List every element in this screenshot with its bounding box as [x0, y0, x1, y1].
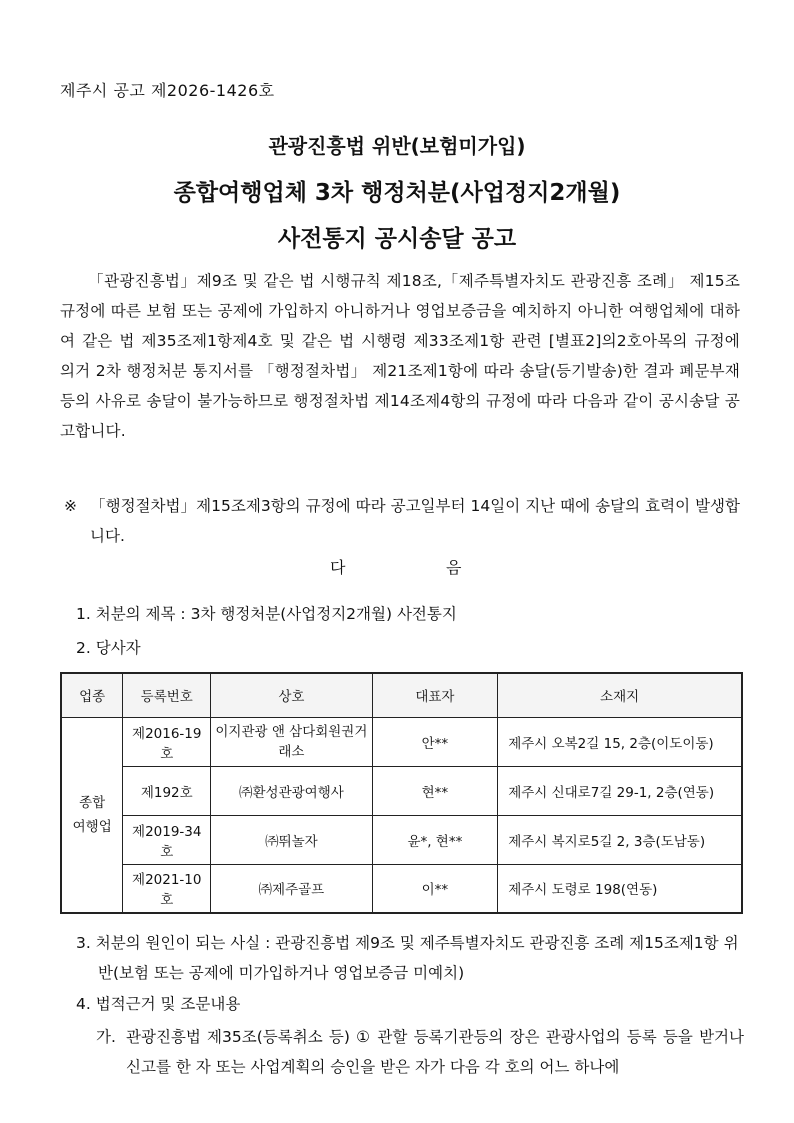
company-name-cell: ㈜제주골프	[211, 864, 372, 913]
company-name-cell: ㈜환성관광여행사	[211, 766, 372, 815]
title-line-2: 종합여행업체 3차 행정처분(사업정지2개월)	[173, 180, 621, 206]
table-row	[61, 815, 742, 864]
document-number: 제주시 공고 제2026-1426호	[60, 81, 275, 100]
body-paragraph: 「관광진흥법」제9조 및 같은 법 시행규칙 제18조,「제주특별자치도 관광진흥 조례」 제15조 규정에 따른 보험 또는 공제에 가입하지 아니하거나 영업보증금을 예치하지 아니한 여행업체에 대하여 같은 법 제35조제1항제4호 및 같은 법 시행령 제33조제1항 관련 [별표2]의2호아목의 규정에 의거 2차 행정처분 통지서를 「행정절차법」 제21조제1항에 따라 송달(등기발송)한 결과 폐문부재 등의 사유로 송달이 불가능하므로 행정절차법 제14조제4항의 규정에 따라 다음과 같이 공시송달 공고합니다.	[60, 272, 740, 440]
parties-table	[60, 672, 743, 914]
table-header: 대표자	[372, 673, 498, 717]
item-1-title: 1. 처분의 제목 : 3차 행정처분(사업정지2개월) 사전통지	[76, 605, 457, 623]
representative-cell: 윤*, 현**	[372, 815, 498, 864]
daeum-right: 음	[446, 558, 462, 577]
table-header: 소재지	[498, 673, 742, 717]
title-line-3: 사전통지 공시송달 공고	[277, 226, 517, 252]
table-row	[61, 766, 742, 815]
item-3-cause	[76, 928, 742, 988]
legal-clause-ga	[96, 1022, 744, 1082]
representative-cell: 이**	[372, 864, 498, 913]
table-header: 등록번호	[123, 673, 211, 717]
reg-number-cell: 제2021-10호	[123, 864, 211, 913]
note-mark: ※	[64, 497, 77, 515]
address-cell: 제주시 복지로5길 2, 3층(도남동)	[498, 815, 742, 864]
table-row	[61, 717, 742, 766]
reg-number-cell: 제2019-34호	[123, 815, 211, 864]
title-line-1: 관광진흥법 위반(보험미가입)	[268, 134, 526, 158]
body-paragraph-block	[60, 266, 740, 446]
company-name-cell: ㈜뛰놀자	[211, 815, 372, 864]
notice-note	[64, 491, 740, 551]
table-header: 상호	[211, 673, 372, 717]
clause-mark: 가.	[96, 1028, 116, 1046]
item-4-legal-basis: 4. 법적근거 및 조문내용	[76, 995, 241, 1013]
item-2-parties: 2. 당사자	[76, 639, 141, 657]
representative-cell: 현**	[372, 766, 498, 815]
daeum-left: 다	[330, 558, 346, 577]
table-header: 업종	[61, 673, 123, 717]
note-text: 「행정절차법」제15조제3항의 규정에 따라 공고일부터 14일이 지난 때에 송달의 효력이 발생합니다.	[90, 497, 740, 545]
item-3-text: 3. 처분의 원인이 되는 사실 : 관광진흥법 제9조 및 제주특별자치도 관광진흥 조례 제15조제1항 위반(보험 또는 공제에 미가입하거나 영업보증금 미예치)	[76, 934, 739, 982]
representative-cell: 안**	[372, 717, 498, 766]
reg-number-cell: 제192호	[123, 766, 211, 815]
table-row	[61, 864, 742, 913]
company-name-cell: 이지관광 앤 삼다회원권거래소	[211, 717, 372, 766]
reg-number-cell: 제2016-19호	[123, 717, 211, 766]
clause-text: 관광진흥법 제35조(등록취소 등) ① 관할 등록기관등의 장은 관광사업의 등록 등을 받거나 신고를 한 자 또는 사업계획의 승인을 받은 자가 다음 각 호의 어느 하나에	[126, 1028, 744, 1076]
table-header-row	[61, 673, 742, 717]
address-cell: 제주시 신대로7길 29-1, 2층(연동)	[498, 766, 742, 815]
address-cell: 제주시 오복2길 15, 2층(이도이동)	[498, 717, 742, 766]
category-cell: 종합 여행업	[61, 717, 123, 913]
address-cell: 제주시 도령로 198(연동)	[498, 864, 742, 913]
